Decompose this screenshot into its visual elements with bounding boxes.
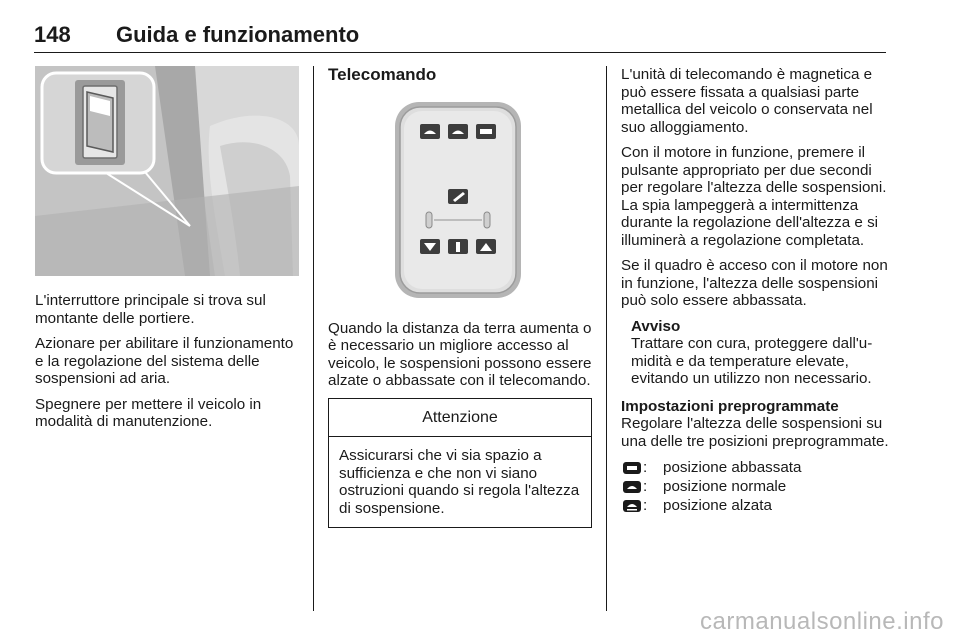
car-lowered-icon — [621, 461, 643, 475]
page-header — [34, 22, 886, 53]
position-label: posizione abbassata — [663, 458, 802, 476]
paragraph: Se il quadro è acceso con il motore non in funzione, l'altezza delle sospensioni può solo essere abbassata. — [621, 257, 888, 309]
note-box — [621, 318, 889, 388]
list-item — [621, 496, 889, 515]
caution-box — [328, 398, 592, 529]
column-3 — [621, 66, 889, 515]
section-heading: Telecomando — [328, 65, 437, 84]
note-body: Trattare con cura, proteggere dall'umidità e da temperature elevate, evitando un utilizzo non necessario. — [631, 335, 873, 387]
paragraph: Azionare per abilitare il funzionamento e la regolazione del sistema delle sospensioni ad aria. — [35, 335, 294, 387]
note-title: Avviso — [631, 317, 681, 335]
watermark: carmanualsonline.info — [700, 608, 944, 635]
paragraph: L'unità di telecomando è magnetica e può essere fissata a qualsiasi parte metallica del veicolo o conservata nel suo alloggiamento. — [621, 66, 873, 136]
list-item — [621, 458, 889, 477]
paragraph: Con il motore in funzione, premere il pulsante appropriato per due secondi per regolare l'altezza delle sospensioni. La spia lampeggerà a intermittenza durante la regolazione dell'altezza e si illuminerà a regolazione completata. — [621, 144, 887, 249]
paragraph: Quando la distanza da terra aumenta o è necessario un migliore accesso al veicolo, le sospensioni possono essere alzate o abbassate con il telecomando. — [328, 319, 592, 389]
subsection-heading: Impostazioni preprogrammate — [621, 397, 839, 415]
separator: : — [643, 496, 648, 514]
paragraph: Regolare l'altezza delle sospensioni su una delle tre posizioni preprogrammate. — [621, 415, 889, 450]
chapter-title: Guida e funzionamento — [116, 22, 360, 47]
page-number: 148 — [34, 22, 71, 47]
caution-body: Assicurarsi che vi sia spazio a sufficienza e che non vi siano ostruzioni quando si regola l'altezza di sospensione. — [339, 447, 580, 517]
position-label: posizione normale — [663, 477, 787, 495]
column-divider — [313, 66, 314, 611]
column-divider — [606, 66, 607, 611]
caution-title: Attenzione — [329, 399, 591, 438]
separator: : — [643, 458, 648, 476]
switch-photo-icon — [35, 66, 299, 276]
column-2 — [328, 66, 592, 528]
position-label: posizione alzata — [663, 496, 772, 514]
position-list — [621, 458, 889, 515]
separator: : — [643, 477, 648, 495]
list-item — [621, 477, 889, 496]
column-1 — [35, 66, 299, 439]
car-normal-icon — [621, 480, 643, 494]
car-raised-icon — [621, 499, 643, 513]
paragraph: L'interruttore principale si trova sul montante delle portiere. — [35, 292, 266, 327]
paragraph: Spegnere per mettere il veicolo in modalità di manutenzione. — [35, 395, 262, 430]
remote-control-icon — [328, 94, 592, 306]
